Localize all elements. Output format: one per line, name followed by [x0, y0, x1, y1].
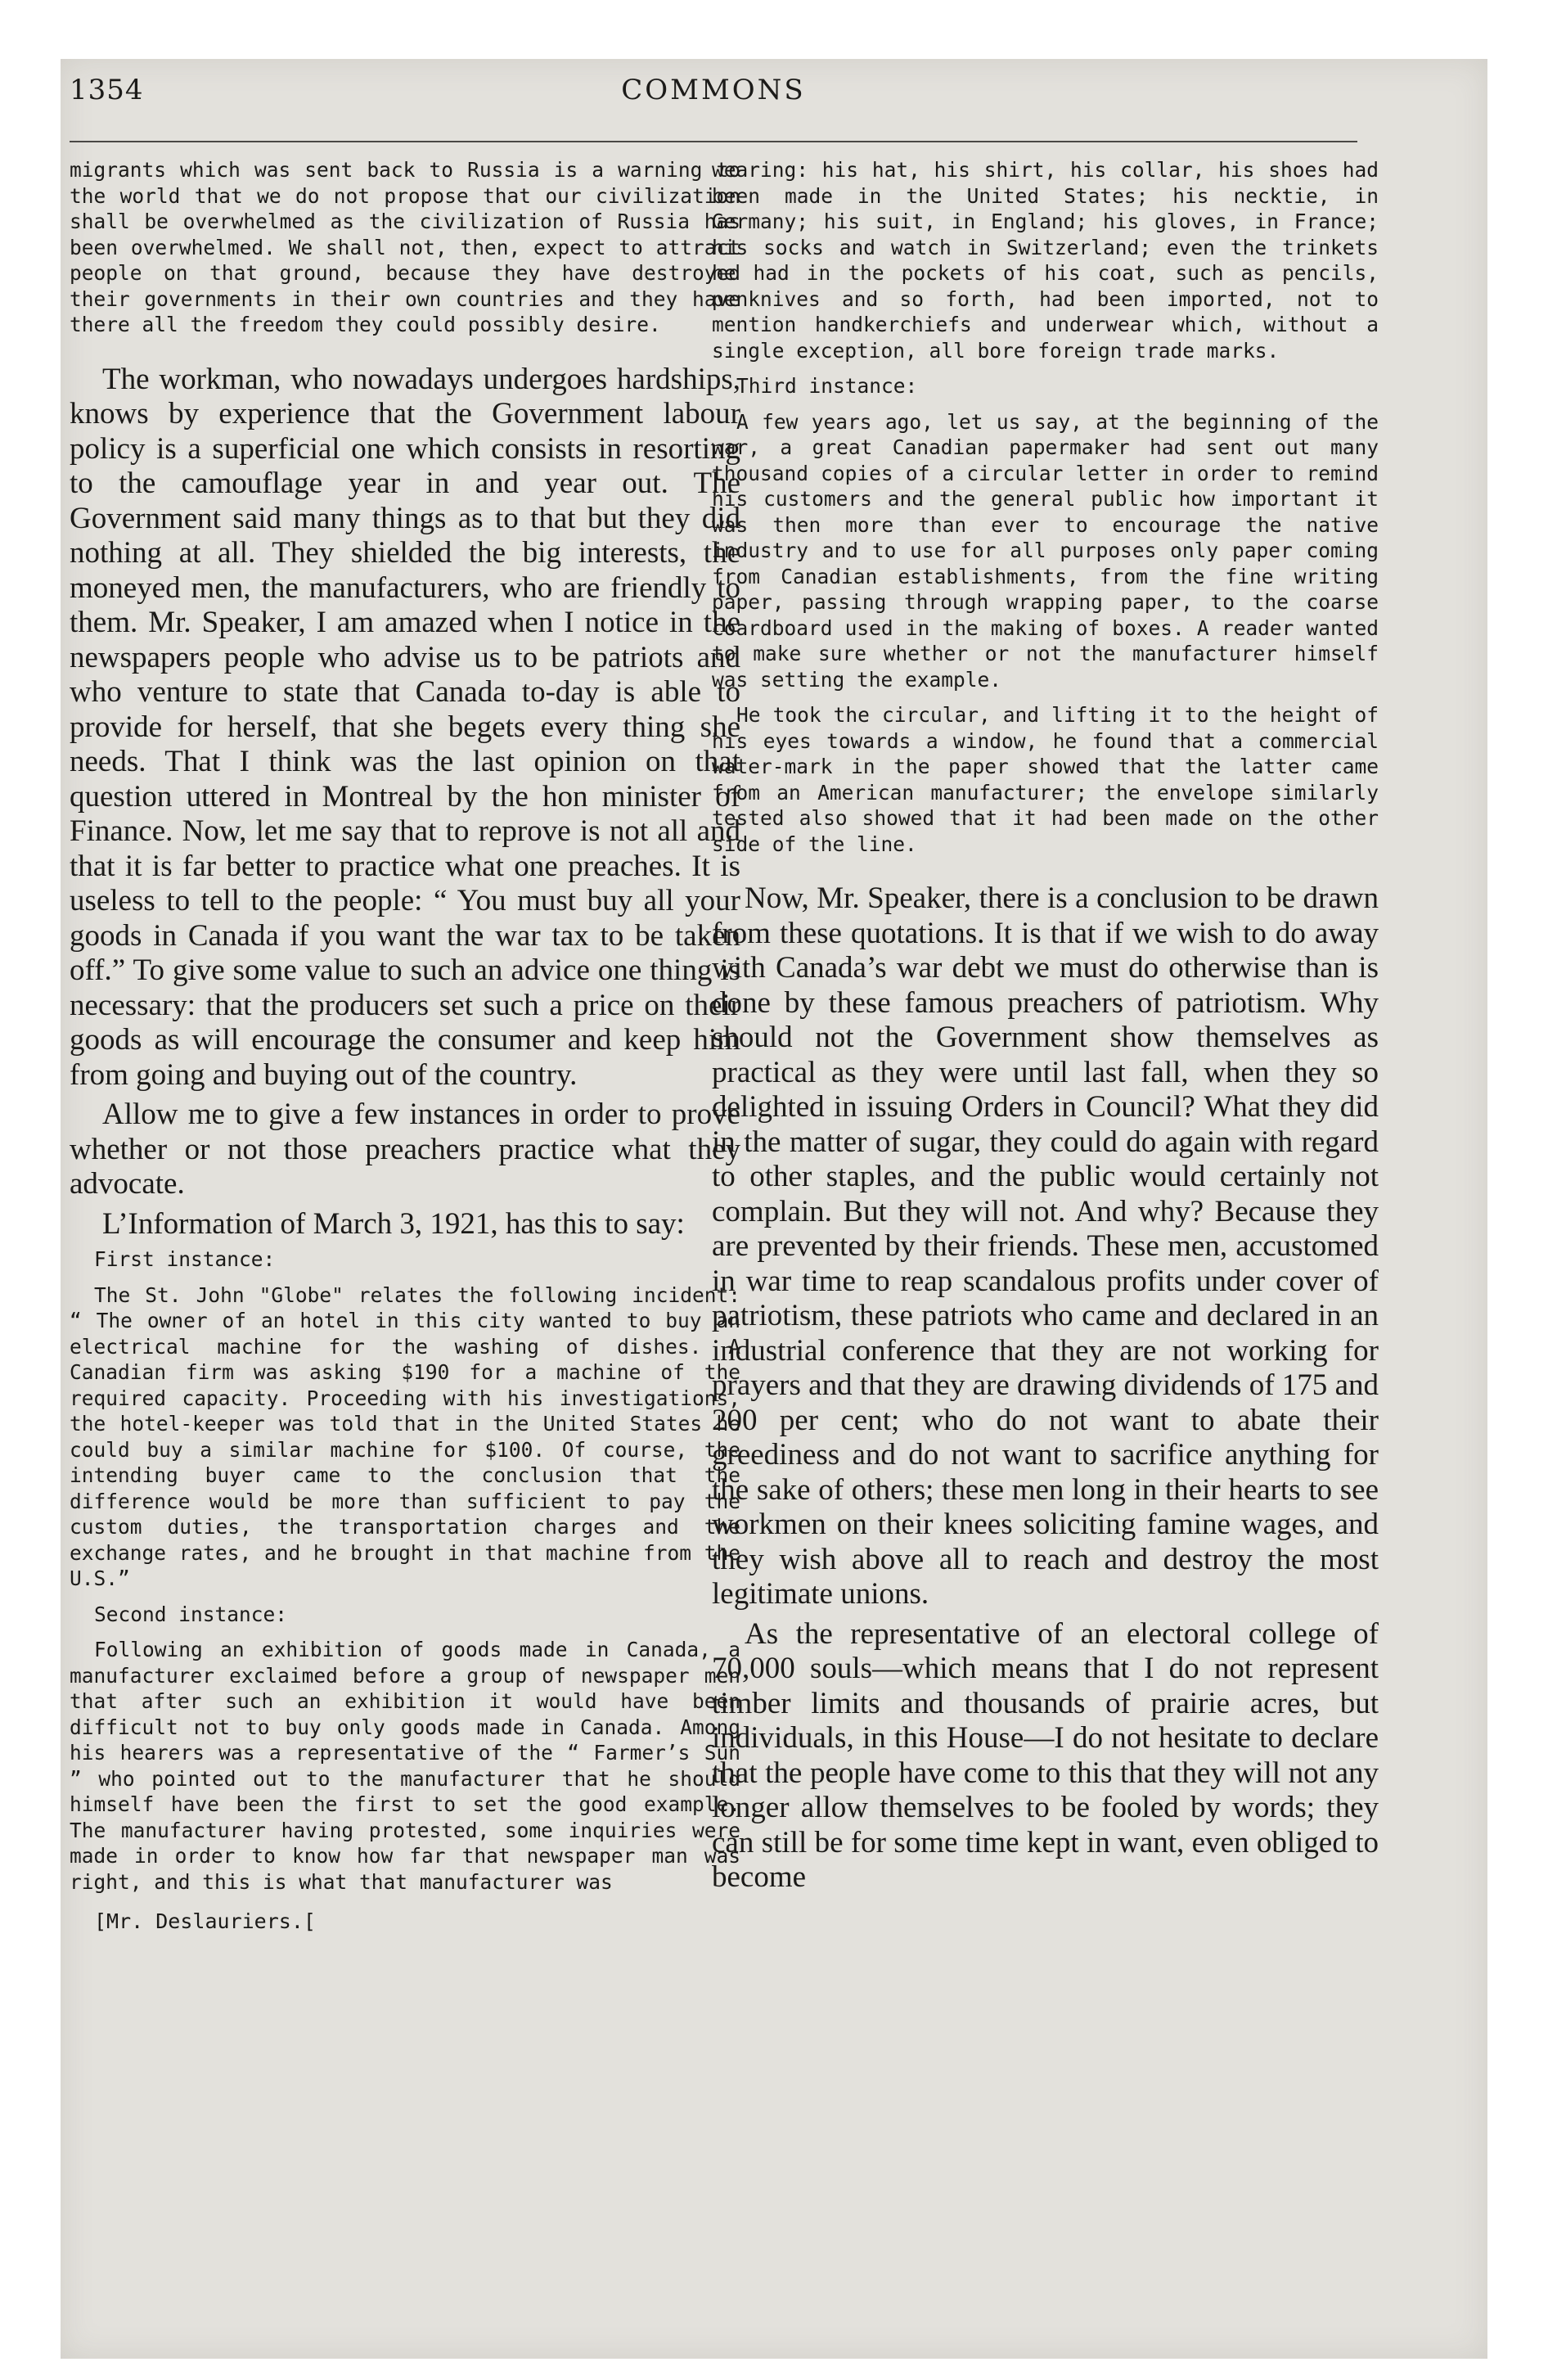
- quote-label: First instance:: [94, 1247, 276, 1271]
- page-header: [70, 74, 1357, 131]
- body-paragraph: L’Information of March 3, 1921, has this to say:: [102, 1206, 685, 1241]
- speaker-attribution: [Mr. Deslauriers.[: [94, 1909, 316, 1933]
- page-number: 1354: [70, 74, 144, 106]
- quoted-paragraph: The St. John "Globe" relates the following incident: “ The owner of an hotel in this city wanted to buy an electrical machine for the washing of dishes. A Canadian firm was asking $190 for a machine of the required capacity. Proceeding with his investigations, the hotel-keeper was told that in the United States he could buy a similar machine for $100. Of course, the intending buyer came to the conclusion that the difference would be more than sufficient to pay the custom duties, the transportation charges and the exchange rates, and he brought in that machine from the U.S.”: [70, 1282, 740, 1590]
- right-column: [712, 157, 1379, 1900]
- body-paragraph: Allow me to give a few instances in order to prove whether or not those preachers practice what they advocate.: [70, 1098, 740, 1201]
- quote-label: Third instance:: [736, 374, 918, 398]
- quoted-paragraph: A few years ago, let us say, at the beginning of the war, a great Canadian papermaker had sent out many thousand copies of a circular letter in order to remind his customers and the general public how important it was then more than ever to encourage the native industry and to use for all purposes only paper coming from Canadian establishments, from the fine writing paper, passing through wrapping paper, to the coarse coardboard used in the making of boxes. A reader wanted to make sure whether or not the manufacturer himself was setting the example.: [712, 409, 1379, 692]
- quote-label: Second instance:: [94, 1602, 288, 1626]
- body-paragraph: As the representative of an electoral college of 70,000 souls—which means that I do not represent timber limits and thousands of prairie acres, but individuals, in this House—I do not hesitate to declare that the people have come to this that they will not any longer allow themselves to be fooled by words; they can still be for some time kept in want, even obliged to become: [712, 1616, 1379, 1894]
- quoted-paragraph: He took the circular, and lifting it to the height of his eyes towards a window, he found that a commercial water-mark in the paper showed that the latter came from an American manufacturer; the envelope similarly tested also showed that it had been made on the other side of the line.: [712, 703, 1379, 856]
- body-paragraph: The workman, who nowadays undergoes hardships, knows by experience that the Government labour policy is a superficial one which consists in resorting to the camouflage year in and year out. The Government said many things as to that but they did nothing at all. They shielded the big interests, the moneyed men, the manufacturers, who are friendly to them. Mr. Speaker, I am amazed when I notice in the newspapers people who advise us to be patriots and who venture to state that Canada to-day is able to provide for herself, that she begets every thing she needs. That I think was the last opinion on that question uttered in Montreal by the hon minister of Finance. Now, let me say that to reprove is not all and that it is far better to practice what one preaches. It is useless to tell to the people: “ You must buy all your goods in Canada if you want the war tax to be taken off.” To give some value to such an advice one thing is necessary: that the producers set such a price on their goods as will encourage the consumer and keep him from going and buying out of the country.: [70, 362, 740, 1092]
- quoted-paragraph: migrants which was sent back to Russia is a warning to the world that we do not propose that our civilization shall be overwhelmed as the civilization of Russia has been overwhelmed. We shall not, then, expect to attract people on that ground, because they have destroyed their governments in their own countries and they have there all the freedom they could possibly desire.: [70, 158, 740, 336]
- quoted-paragraph: Following an exhibition of goods made in Canada, a manufacturer exclaimed before a group of newspaper men that after such an exhibition it would have been difficult not to buy only goods made in Canada. Among his hearers was a representative of the “ Farmer’s Sun ” who pointed out to the manufacturer that he should himself have been the first to set the good example. The manufacturer having protested, some inquiries were made in order to know how far that newspaper man was right, and this is what that manufacturer was: [70, 1638, 740, 1894]
- body-paragraph: Now, Mr. Speaker, there is a conclusion to be drawn from these quotations. It is that if we wish to do away with Canada’s war debt we must do otherwise than is done by these famous preachers of patriotism. Why should not the Government show themselves as practical as they were until last fall, when they so delighted in issuing Orders in Council? What they did in the matter of sugar, they could do again with regard to other staples, and the public would certainly not complain. But they will not. And why? Because they are prevented by their friends. These men, accustomed in war time to reap scandalous profits under cover of patriotism, these patriots who came and declared in an industrial conference that they are not working for prayers and that they are drawing dividends of 175 and 200 per cent; who do not want to abate their greediness and do not want to sacrifice anything for the sake of others; these men long in their hearts to see workmen on their knees soliciting famine wages, and they wish above all to reach and destroy the most legitimate unions.: [712, 881, 1379, 1611]
- quoted-paragraph: wearing: his hat, his shirt, his collar, his shoes had been made in the United States; his necktie, in Germany; his suit, in England; his gloves, in France; his socks and watch in Switzerland; even the trinkets he had in the pockets of his coat, such as pencils, penknives and so forth, had been imported, not to mention handkerchiefs and underwear which, without a single exception, all bore foreign trade marks.: [712, 158, 1379, 363]
- header-rule: [70, 141, 1357, 142]
- left-column: [70, 157, 740, 1954]
- running-head: COMMONS: [621, 74, 806, 106]
